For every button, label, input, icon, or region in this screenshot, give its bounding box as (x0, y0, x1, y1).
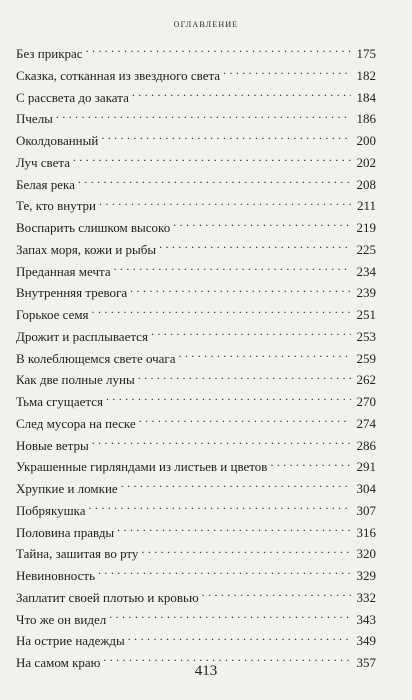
toc-entry (16, 174, 376, 196)
toc-entry-title: Дрожит и расплывается (16, 328, 148, 344)
toc-entry-page-number: 186 (356, 111, 376, 127)
toc-entry (16, 369, 376, 391)
dot-leader (109, 612, 351, 624)
toc-entry-title: Внутренняя тревога (16, 285, 128, 301)
toc-entry-title: Половина правды (16, 524, 115, 540)
toc-entry-title: Тьма сгущается (16, 394, 103, 409)
toc-entry-title: Тайна, зашитая во рту (16, 546, 139, 562)
toc-entry (16, 413, 376, 435)
toc-entry-title: С рассвета до заката (16, 89, 129, 105)
toc-entry-page-number: 320 (356, 546, 376, 562)
toc-entry-title: На острие надежды (16, 633, 125, 649)
toc-entry-title: Преданная мечта (16, 263, 111, 279)
toc-entry-page-number: 200 (356, 133, 376, 148)
toc-entry (16, 435, 376, 457)
toc-entry-page-number: 349 (356, 633, 376, 649)
dot-leader (121, 481, 351, 493)
toc-entry-title: Горькое семя (16, 307, 89, 322)
dot-leader (92, 438, 351, 450)
toc-entry-title: Воспарить слишком высоко (16, 220, 171, 235)
dot-leader (73, 155, 351, 167)
toc-entry (16, 195, 376, 217)
toc-entry-title: Как две полные луны (16, 372, 135, 388)
toc-entry (16, 108, 376, 130)
toc-entry-title: Заплатит своей плотью и кровью (16, 589, 199, 605)
toc-entry (16, 478, 376, 500)
dot-leader (138, 372, 351, 384)
toc-entry-title: Те, кто внутри (16, 198, 97, 214)
dot-leader (141, 546, 351, 558)
toc-entry (16, 87, 376, 109)
dot-leader (117, 525, 351, 537)
toc-entry-page-number: 219 (356, 220, 376, 235)
toc-entry-title: Пчелы (16, 111, 53, 127)
toc-entry-page-number: 357 (356, 655, 376, 670)
toc-entry-page-number: 286 (356, 437, 376, 453)
toc-entry-title: Невиновность (16, 568, 96, 583)
dot-leader (223, 68, 351, 80)
toc-entry-title: Побрякушка (16, 502, 86, 518)
toc-entry-page-number: 270 (356, 394, 376, 409)
toc-entry-page-number: 225 (356, 241, 376, 257)
page-title: оглавление (173, 18, 239, 30)
toc-entry (16, 500, 376, 522)
toc-entry-title: Запах моря, кожи и рыбы (16, 241, 157, 257)
toc-entry-page-number: 304 (356, 481, 376, 496)
toc-entry-title: Белая река (16, 176, 75, 192)
dot-leader (179, 351, 351, 363)
toc-entry-title: В колеблющемся свете очага (16, 350, 176, 366)
toc-entry (16, 456, 376, 478)
dot-leader (202, 590, 351, 602)
toc-entry-title: Околдованный (16, 133, 99, 148)
dot-leader (151, 329, 351, 341)
toc-entry (16, 261, 376, 283)
toc-entry-page-number: 234 (356, 263, 376, 279)
dot-leader (159, 242, 351, 254)
dot-leader (89, 503, 351, 515)
toc-entry (16, 217, 376, 239)
toc-entry-page-number: 332 (356, 589, 376, 605)
toc-entry-page-number: 182 (356, 67, 376, 83)
toc-entry-title: Без прикрас (16, 46, 83, 61)
toc-entry-page-number: 239 (356, 285, 376, 301)
toc-entry (16, 326, 376, 348)
toc-entry-page-number: 259 (356, 350, 376, 366)
toc-entry-page-number: 316 (356, 524, 376, 540)
table-of-contents (16, 43, 376, 674)
toc-entry-title: Луч света (16, 154, 70, 170)
toc-entry (16, 65, 376, 87)
toc-entry (16, 630, 376, 652)
toc-entry-page-number: 251 (356, 307, 376, 322)
dot-leader (56, 111, 351, 123)
toc-entry-title: След мусора на песке (16, 415, 136, 431)
toc-entry (16, 239, 376, 261)
dot-leader (128, 633, 351, 645)
toc-entry (16, 391, 376, 413)
dot-leader (173, 220, 351, 232)
dot-leader (270, 459, 351, 471)
dot-leader (78, 177, 351, 189)
toc-entry-page-number: 307 (356, 502, 376, 518)
toc-entry-title: На самом краю (16, 655, 101, 670)
dot-leader (99, 198, 351, 210)
toc-entry (16, 543, 376, 565)
toc-entry (16, 565, 376, 587)
toc-entry-title: Хрупкие и ломкие (16, 481, 118, 496)
dot-leader (98, 568, 351, 580)
toc-entry-title: Что же он видел (16, 611, 107, 627)
toc-entry (16, 609, 376, 631)
toc-entry-page-number: 202 (356, 154, 376, 170)
page-number: 413 (194, 663, 218, 679)
toc-entry (16, 152, 376, 174)
toc-entry-page-number: 208 (356, 176, 376, 192)
toc-entry-page-number: 274 (356, 415, 376, 431)
toc-entry (16, 130, 376, 152)
toc-entry-page-number: 253 (356, 328, 376, 344)
toc-entry-title: Украшенные гирляндами из листьев и цветов (16, 459, 268, 475)
toc-entry-page-number: 175 (356, 46, 376, 61)
dot-leader (92, 307, 351, 319)
toc-entry-page-number: 211 (356, 198, 376, 214)
toc-entry-page-number: 343 (356, 611, 376, 627)
toc-entry-title: Сказка, сотканная из звездного света (16, 67, 221, 83)
toc-entry-page-number: 262 (356, 372, 376, 388)
dot-leader (132, 90, 351, 102)
toc-entry (16, 522, 376, 544)
toc-entry (16, 304, 376, 326)
toc-entry (16, 587, 376, 609)
dot-leader (139, 416, 351, 428)
toc-entry-title: Новые ветры (16, 437, 89, 453)
dot-leader (114, 264, 351, 276)
toc-entry (16, 282, 376, 304)
dot-leader (86, 46, 351, 58)
dot-leader (106, 394, 351, 406)
dot-leader (130, 285, 351, 297)
toc-entry (16, 348, 376, 370)
toc-entry-page-number: 329 (356, 568, 376, 583)
toc-entry (16, 43, 376, 65)
toc-entry-page-number: 291 (356, 459, 376, 475)
toc-entry-page-number: 184 (356, 89, 376, 105)
dot-leader (101, 133, 351, 145)
